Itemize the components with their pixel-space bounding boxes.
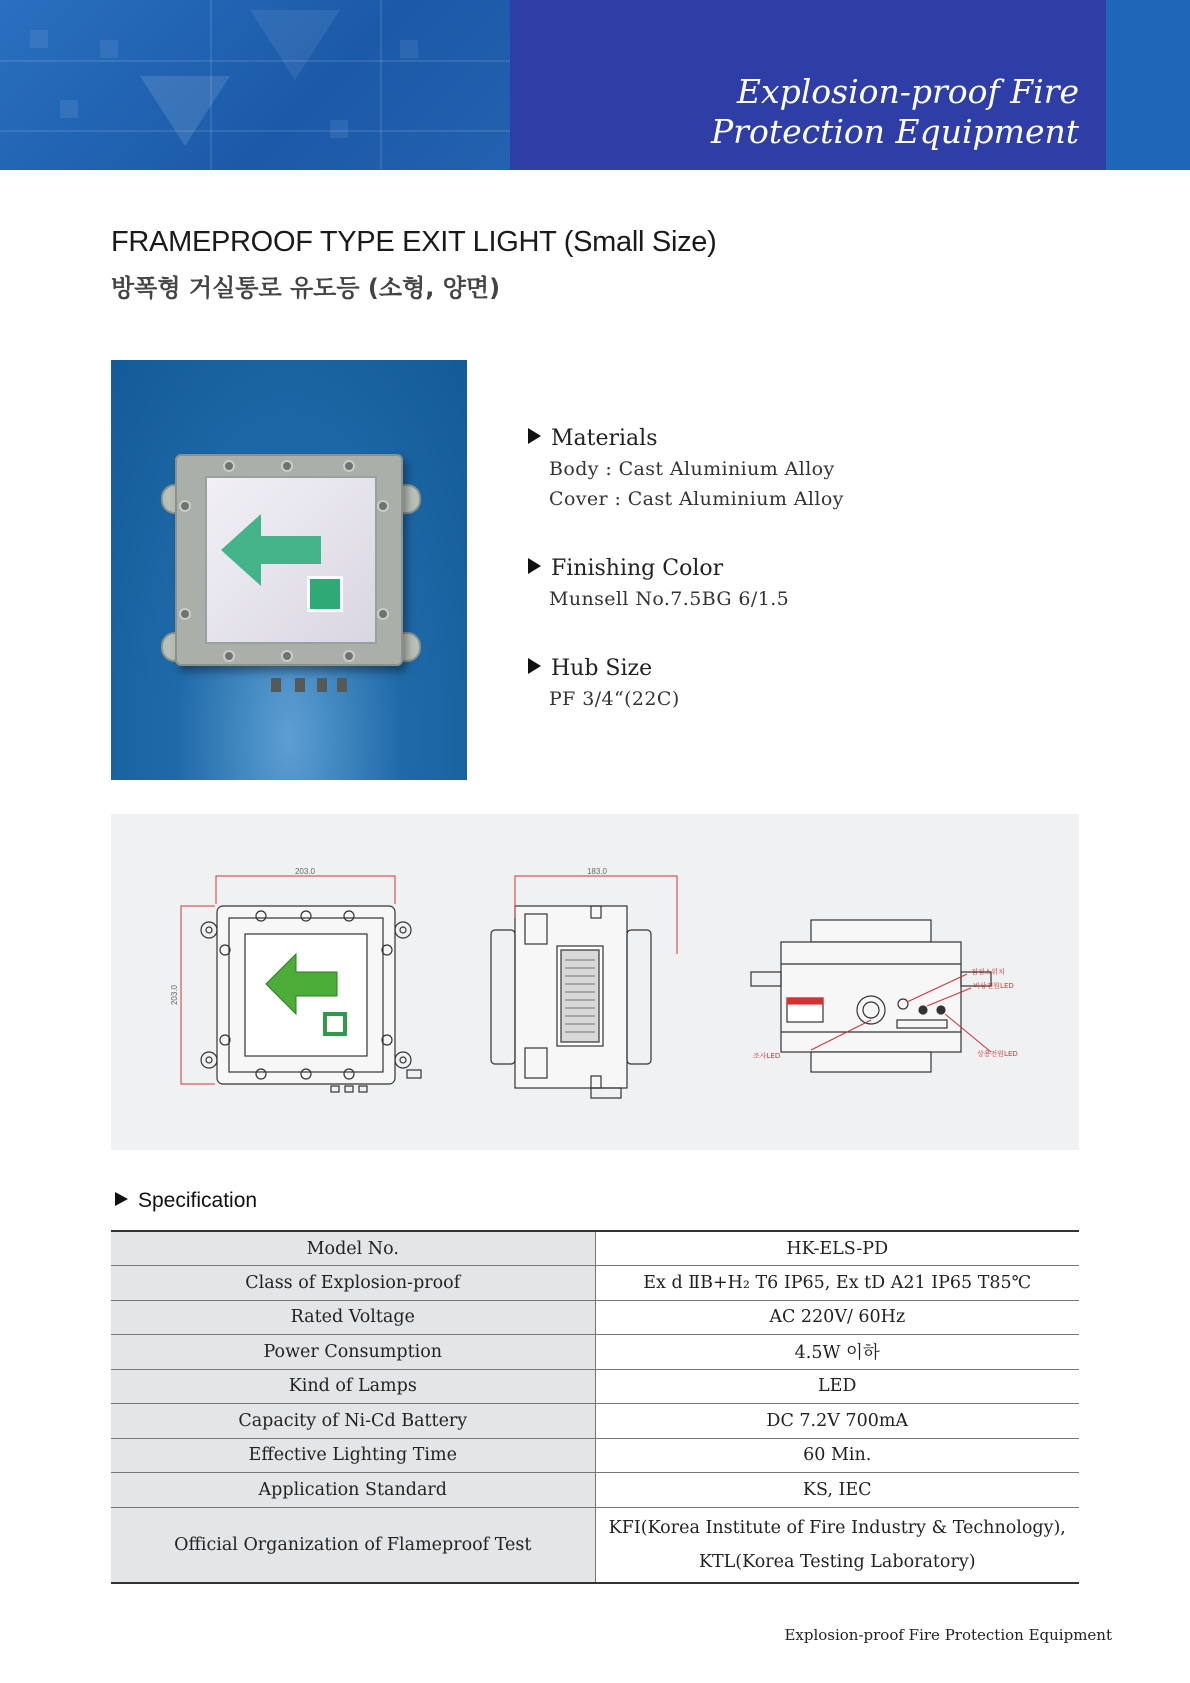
bottom-view-drawing [751, 920, 991, 1072]
feature-materials [528, 424, 844, 514]
banner-title-line2: Protection Equipment [710, 112, 1079, 151]
bullet-triangle-icon [115, 1192, 128, 1206]
spec-heading [115, 1189, 257, 1213]
bullet-triangle-icon [528, 558, 541, 574]
front-view-drawing [201, 906, 421, 1092]
page-footer: Explosion-proof Fire Protection Equipment [784, 1626, 1112, 1644]
feature-heading: Hub Size [551, 656, 653, 681]
feature-heading: Finishing Color [551, 556, 724, 581]
label-emergency-led: 비상전원LED [973, 982, 1014, 990]
table-row [111, 1369, 1079, 1404]
spec-value: HK-ELS-PD [595, 1231, 1079, 1266]
spec-key: Class of Explosion-proof [111, 1266, 595, 1301]
product-title: FRAMEPROOF TYPE EXIT LIGHT (Small Size) [111, 226, 717, 258]
spec-value: Ex d ⅡB+H₂ T6 IP65, Ex tD A21 IP65 T85℃ [595, 1266, 1079, 1301]
spec-value: AC 220V/ 60Hz [595, 1300, 1079, 1335]
feature-finishing-color [528, 554, 789, 614]
banner-title-line1: Explosion-proof Fire [736, 72, 1079, 111]
table-row [111, 1404, 1079, 1439]
table-row [111, 1266, 1079, 1301]
spec-key: Application Standard [111, 1473, 595, 1508]
spec-key: Official Organization of Flameproof Test [111, 1507, 595, 1583]
label-normal-led: 상용전원LED [977, 1050, 1018, 1058]
spec-value: DC 7.2V 700mA [595, 1404, 1079, 1439]
spec-heading-text: Specification [138, 1189, 258, 1212]
table-row [111, 1300, 1079, 1335]
spec-key: Capacity of Ni-Cd Battery [111, 1404, 595, 1439]
feature-line: PF 3/4“(22C) [549, 688, 680, 710]
feature-line: Cover : Cast Aluminium Alloy [549, 488, 844, 510]
table-row [111, 1335, 1079, 1370]
drawings-svg [111, 814, 1079, 1150]
spec-table [111, 1230, 1079, 1584]
banner-title [711, 72, 1079, 152]
table-row [111, 1231, 1079, 1266]
product-photo [111, 360, 467, 780]
spec-value: KS, IEC [595, 1473, 1079, 1508]
feature-hub-size [528, 654, 680, 714]
side-view-drawing [491, 906, 651, 1098]
spec-key: Power Consumption [111, 1335, 595, 1370]
running-man-icon [307, 576, 343, 612]
feature-line: Munsell No.7.5BG 6/1.5 [549, 588, 790, 610]
technical-drawings [111, 814, 1079, 1150]
product-title-korean: 방폭형 거실통로 유도등 (소형, 양면) [111, 274, 501, 302]
spec-key: Effective Lighting Time [111, 1438, 595, 1473]
spec-value: 4.5W 이하 [595, 1335, 1079, 1370]
table-row [111, 1473, 1079, 1508]
table-row [111, 1438, 1079, 1473]
feature-heading: Materials [551, 426, 658, 451]
spec-value: 60 Min. [595, 1438, 1079, 1473]
spec-value-line: KFI(Korea Institute of Fire Industry & Technology), [608, 1517, 1066, 1538]
spec-key: Rated Voltage [111, 1300, 595, 1335]
header-banner [0, 0, 1190, 170]
spec-value [595, 1507, 1079, 1583]
side-width-dimension: 183.0 [586, 867, 608, 876]
spec-key: Model No. [111, 1231, 595, 1266]
banner-pattern [0, 0, 510, 170]
feature-line: Body : Cast Aluminium Alloy [549, 458, 835, 480]
banner-edge [1106, 0, 1190, 170]
front-width-dimension: 203.0 [294, 867, 316, 876]
label-inspection-switch: 점검스위치 [971, 968, 1005, 976]
table-row [111, 1507, 1079, 1583]
label-light-led: 조사LED [753, 1052, 781, 1060]
spec-value: LED [595, 1369, 1079, 1404]
front-height-dimension: 203.0 [170, 984, 179, 1006]
spec-key: Kind of Lamps [111, 1369, 595, 1404]
spec-value-line: KTL(Korea Testing Laboratory) [698, 1551, 976, 1572]
bullet-triangle-icon [528, 428, 541, 444]
bullet-triangle-icon [528, 658, 541, 674]
